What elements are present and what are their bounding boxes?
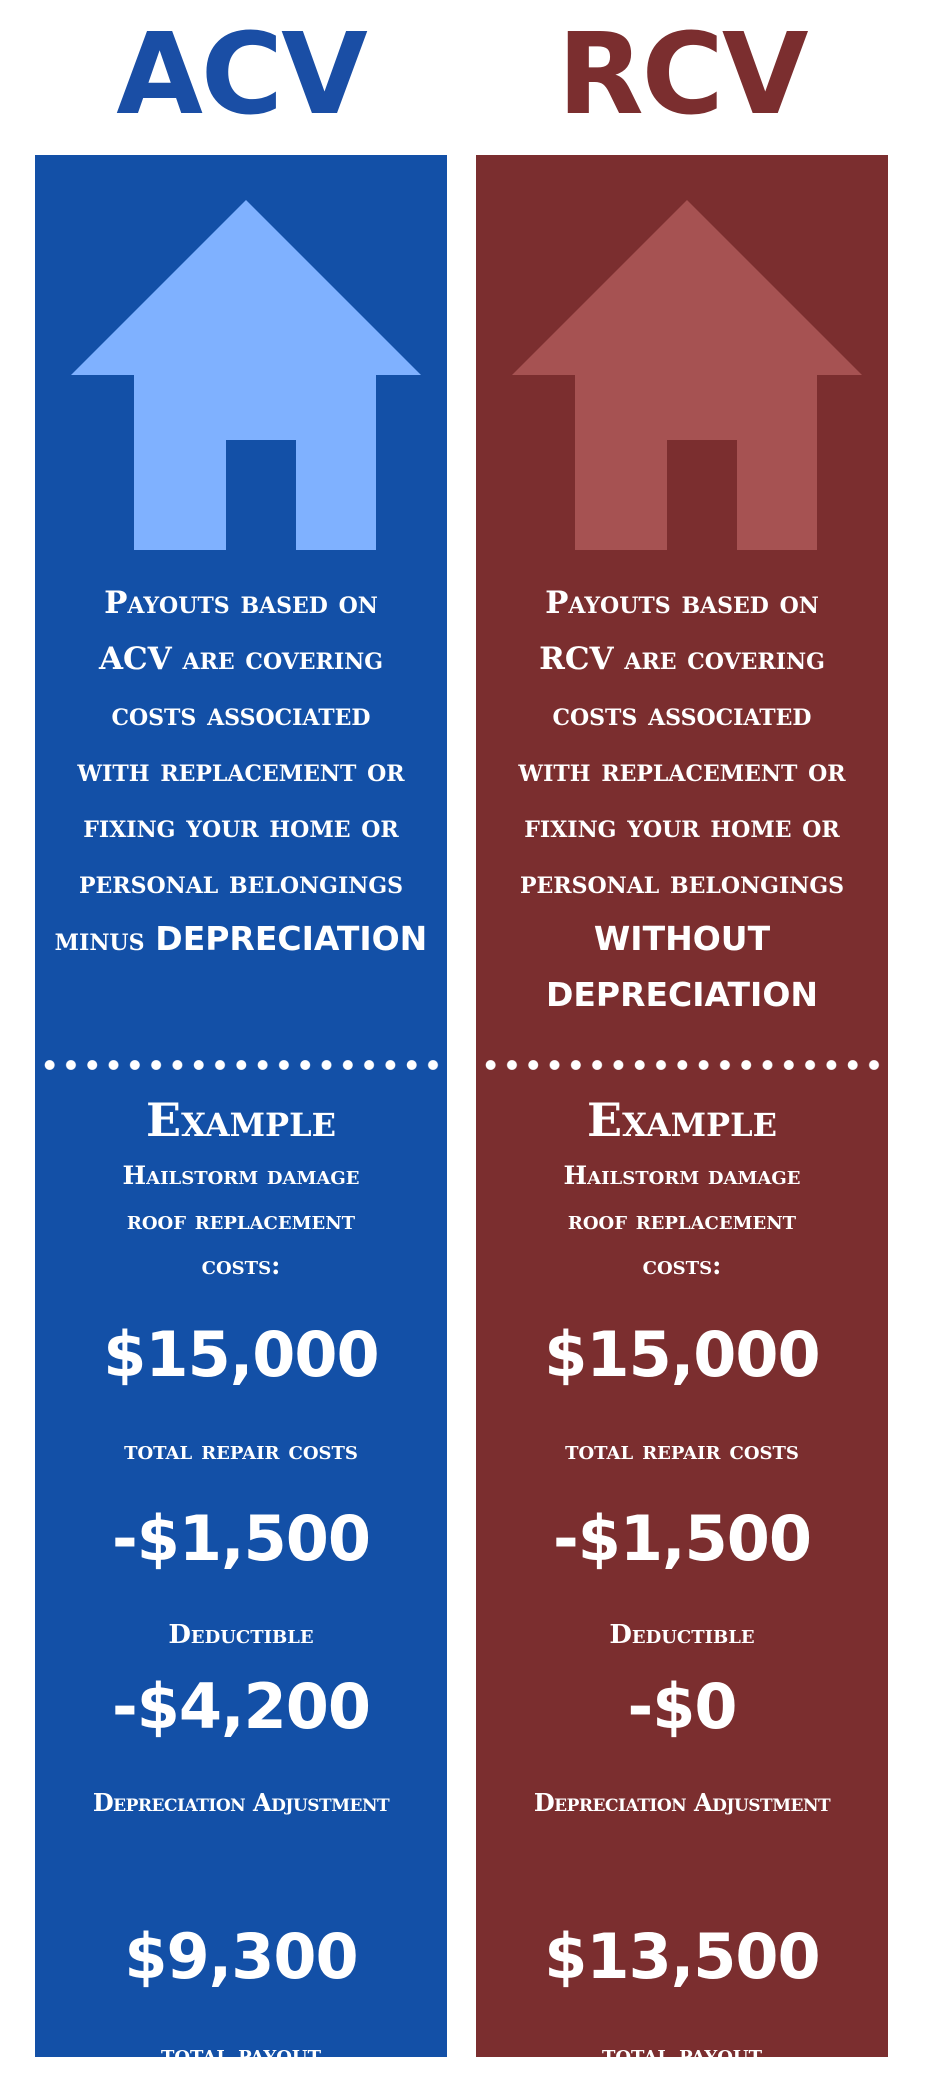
subtitle-line: costs:	[642, 1251, 722, 1280]
depreciation-amount: -$4,200	[112, 1670, 370, 1743]
total-repair-amount: $15,000	[103, 1318, 379, 1391]
total-payout-label: total payout	[160, 2040, 322, 2070]
example-title: Example	[146, 1093, 336, 1147]
rcv-description	[494, 575, 870, 1023]
description-line: ACV are covering	[98, 641, 384, 677]
description-line: personal belongings	[519, 865, 845, 901]
description-line	[53, 911, 429, 968]
rcv-title: RCV	[557, 10, 807, 140]
house-icon	[512, 200, 862, 550]
house-icon	[71, 200, 421, 550]
example-title: Example	[587, 1093, 777, 1147]
depreciation-label: Depreciation Adjustment	[533, 1788, 831, 1817]
description-line: personal belongings	[78, 865, 404, 901]
acv-description	[53, 575, 429, 968]
deductible-amount: -$1,500	[112, 1502, 370, 1575]
description-line: fixing your home or	[524, 809, 840, 845]
dotted-divider	[39, 1059, 443, 1071]
deductible-amount: -$1,500	[553, 1502, 811, 1575]
description-line: with replacement or	[77, 753, 405, 789]
dotted-divider	[480, 1059, 884, 1071]
description-line: Payouts based on	[104, 585, 378, 621]
rcv-panel	[476, 155, 888, 2070]
total-payout-label: total payout	[601, 2040, 763, 2070]
example-subtitle	[536, 1153, 828, 1288]
description-line: RCV are covering	[539, 641, 825, 677]
acv-panel	[35, 155, 447, 2070]
total-repair-label: total repair costs	[565, 1436, 799, 1466]
depreciation-amount: -$0	[627, 1670, 737, 1743]
subtitle-line: costs:	[201, 1251, 281, 1280]
total-payout-amount: $13,500	[544, 1920, 820, 1993]
acv-title: ACV	[116, 10, 366, 140]
description-emphasis: DEPRECIATION	[545, 975, 818, 1014]
description-line: costs associated	[552, 697, 812, 733]
description-line: Payouts based on	[545, 585, 819, 621]
subtitle-line: roof replacement	[126, 1206, 356, 1235]
description-prefix: minus	[54, 922, 145, 958]
example-subtitle	[95, 1153, 387, 1288]
total-payout-amount: $9,300	[124, 1920, 358, 1993]
description-line: fixing your home or	[83, 809, 399, 845]
description-emphasis: DEPRECIATION	[155, 919, 428, 958]
total-repair-label: total repair costs	[124, 1436, 358, 1466]
subtitle-line: roof replacement	[567, 1206, 797, 1235]
subtitle-line: Hailstorm damage	[563, 1161, 801, 1190]
description-line: costs associated	[111, 697, 371, 733]
depreciation-label: Depreciation Adjustment	[92, 1788, 390, 1817]
description-emphasis: WITHOUT	[593, 919, 771, 958]
subtitle-line: Hailstorm damage	[122, 1161, 360, 1190]
deductible-label: Deductible	[609, 1620, 755, 1650]
total-repair-amount: $15,000	[544, 1318, 820, 1391]
deductible-label: Deductible	[168, 1620, 314, 1650]
description-line: with replacement or	[518, 753, 846, 789]
